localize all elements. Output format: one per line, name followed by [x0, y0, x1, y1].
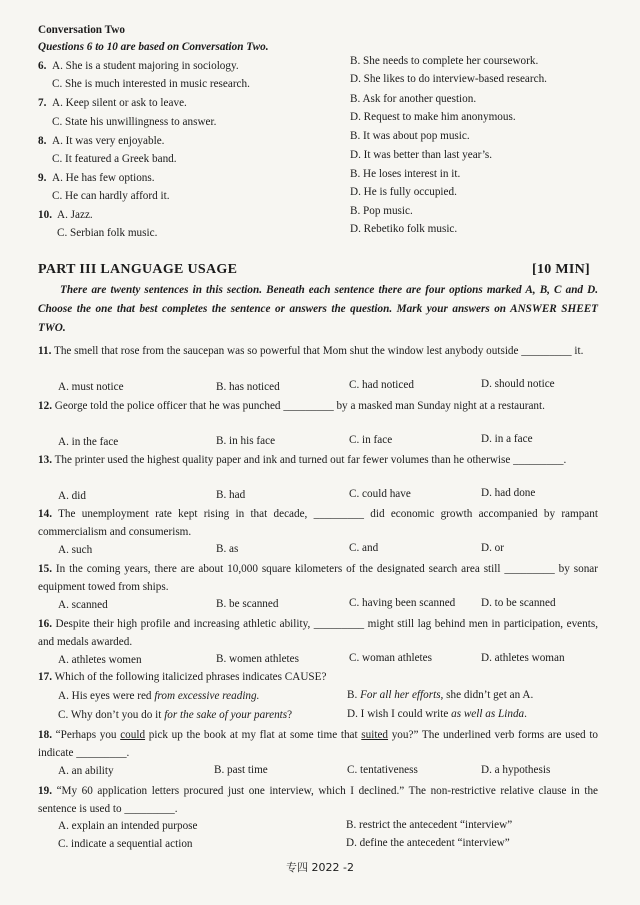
question-number: 19.	[38, 785, 52, 797]
option-c: C. He can hardly afford it.	[52, 190, 170, 202]
option-c: C. having been scanned	[349, 597, 456, 609]
underlined-verb: suited	[361, 729, 389, 741]
option-a: A. did	[58, 490, 86, 502]
option-b: B. women athletes	[216, 653, 299, 665]
option-c: C. in face	[349, 434, 393, 446]
question-number: 10.	[38, 209, 52, 221]
underlined-verb: could	[120, 729, 146, 741]
question-12	[38, 398, 598, 416]
question-number: 8.	[38, 135, 47, 147]
option-b: B. as	[216, 543, 239, 555]
option-b: B. Ask for another question.	[350, 93, 477, 105]
option-b: B. For all her efforts, she didn’t get an A.	[347, 689, 534, 701]
option-d: D. define the antecedent “interview”	[346, 837, 510, 849]
option-c: C. and	[349, 542, 379, 554]
option-c: C. Why don’t you do it for the sake of your parents?	[58, 709, 293, 721]
option-d: D. Request to make him anonymous.	[350, 111, 516, 123]
option-a: A. It was very enjoyable.	[52, 135, 165, 147]
question-number: 14.	[38, 508, 52, 520]
option-b: B. She needs to complete her coursework.	[350, 55, 539, 67]
option-c: C. tentativeness	[347, 764, 418, 776]
question-number: 17.	[38, 671, 52, 683]
option-c: C. woman athletes	[349, 652, 432, 664]
question-11	[38, 343, 598, 361]
question-number: 9.	[38, 172, 47, 184]
question-19	[38, 783, 598, 818]
option-a: A. Keep silent or ask to leave.	[52, 97, 187, 109]
option-a: A. He has few options.	[52, 172, 155, 184]
section-title: Conversation Two	[38, 24, 125, 36]
page-footer: 专四 2022 -2	[286, 861, 354, 874]
option-c: C. State his unwillingness to answer.	[52, 116, 217, 128]
option-d: D. should notice	[481, 378, 555, 390]
option-c: C. had noticed	[349, 379, 414, 391]
option-d: D. to be scanned	[481, 597, 556, 609]
option-b: B. had	[216, 489, 246, 501]
question-17	[38, 672, 326, 683]
option-d: D. It was better than last year’s.	[350, 149, 493, 161]
question-number: 15.	[38, 563, 52, 575]
question-stem: Despite their high profile and increasing athletic ability, _________ might still lag behind men in participation, events, and medals awarded.	[38, 618, 599, 648]
option-c: C. could have	[349, 488, 411, 500]
option-c: C. Serbian folk music.	[57, 227, 158, 239]
question-stem: “My 60 application letters procured just one interview, which I declined.” The non-restrictive relative clause in the sentence is used to _________.	[38, 785, 599, 815]
option-d: D. athletes woman	[481, 652, 565, 664]
option-b: B. past time	[214, 764, 268, 776]
option-c: C. She is much interested in music research.	[52, 78, 250, 90]
option-a: A. in the face	[58, 436, 119, 448]
option-a: A. She is a student majoring in sociology.	[52, 60, 239, 72]
question-13	[38, 452, 598, 470]
option-d: D. in a face	[481, 433, 533, 445]
question-number: 18.	[38, 729, 52, 741]
question-stem: Which of the following italicized phrases indicates CAUSE?	[54, 671, 327, 683]
question-stem: In the coming years, there are about 10,000 square kilometers of the designated search area still _________ by sonar equipment towed from ships.	[38, 563, 598, 593]
question-number: 16.	[38, 618, 52, 630]
question-15	[38, 561, 598, 596]
option-d: D. I wish I could write as well as Linda.	[347, 708, 527, 720]
option-b: B. restrict the antecedent “interview”	[346, 819, 513, 831]
option-a: A. such	[58, 544, 93, 556]
option-d: D. a hypothesis	[481, 764, 551, 776]
question-stem: George told the police officer that he was punched _________ by a masked man Sunday night at a restaurant.	[54, 400, 545, 412]
option-d: D. Rebetiko folk music.	[350, 223, 458, 235]
question-14	[38, 506, 598, 541]
question-stem: The unemployment rate kept rising in that decade, _________ did economic growth accompanied by rampant commercialism and consumerism.	[38, 508, 598, 538]
option-a: A. athletes women	[58, 654, 142, 666]
question-stem: The printer used the highest quality paper and ink and turned out far fewer volumes than he otherwise _________.	[54, 454, 567, 466]
option-c: C. indicate a sequential action	[58, 838, 193, 850]
option-b: B. Pop music.	[350, 205, 413, 217]
question-number: 11.	[38, 345, 52, 357]
question-number: 12.	[38, 400, 52, 412]
question-16	[38, 616, 598, 651]
option-d: D. had done	[481, 487, 536, 499]
option-a: A. Jazz.	[57, 209, 93, 221]
part-instructions: There are twenty sentences in this section. Beneath each sentence there are four options marked A, B, C and D. Choose the one that best completes the sentence or answers the question. Mark your answers on ANSWER SHEET TWO.	[38, 284, 598, 334]
question-number: 13.	[38, 454, 52, 466]
option-b: B. It was about pop music.	[350, 130, 470, 142]
option-d: D. She likes to do interview-based research.	[350, 73, 547, 85]
question-stem: The smell that rose from the saucepan was so powerful that Mom shut the window lest anybody outside _________ it.	[53, 345, 584, 357]
option-d: D. or	[481, 542, 504, 554]
section-instruction: Questions 6 to 10 are based on Conversation Two.	[38, 41, 269, 53]
option-a: A. an ability	[58, 765, 114, 777]
question-18: 18. “Perhaps you could pick up the book at my flat at some time that suited you?” The underlined verb forms are used to indicate _________.	[38, 729, 599, 759]
option-a: A. scanned	[58, 599, 108, 611]
option-a: A. explain an intended purpose	[58, 820, 198, 832]
option-b: B. He loses interest in it.	[350, 168, 461, 180]
option-b: B. be scanned	[216, 598, 279, 610]
option-b: B. in his face	[216, 435, 276, 447]
option-a: A. His eyes were red from excessive reading.	[58, 690, 260, 702]
question-number: 6.	[38, 60, 47, 72]
part-time: [10 MIN]	[532, 262, 590, 277]
option-c: C. It featured a Greek band.	[52, 153, 177, 165]
option-d: D. He is fully occupied.	[350, 186, 457, 198]
option-a: A. must notice	[58, 381, 124, 393]
question-number: 7.	[38, 97, 47, 109]
part-title: PART III LANGUAGE USAGE	[38, 262, 238, 277]
option-b: B. has noticed	[216, 381, 280, 393]
